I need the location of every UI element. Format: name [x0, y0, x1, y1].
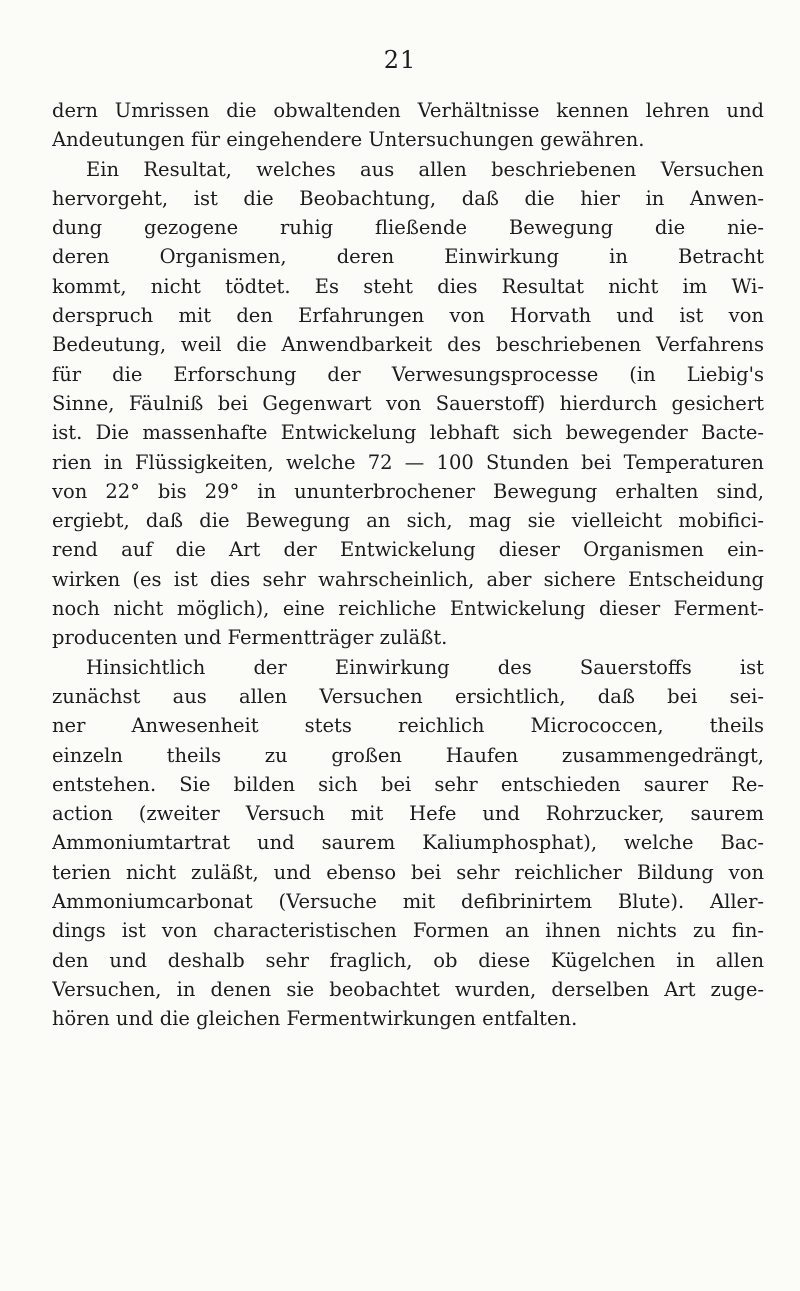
text-line: kommt, nicht tödtet. Es steht dies Resultat nicht im Wi- — [52, 274, 764, 298]
text-line: Ein Resultat, welches aus allen beschriebenen Versuchen — [86, 157, 764, 181]
text-line: ist. Die massenhafte Entwickelung lebhaft sich bewegender Bacte- — [52, 421, 764, 445]
text-line: producenten und Fermentträger zuläßt. — [52, 626, 448, 650]
text-line: ner Anwesenheit stets reichlich Micrococcen, theils — [52, 714, 764, 738]
text-line: dung gezogene ruhig fließende Bewegung die nie- — [52, 216, 764, 240]
text-line: wirken (es ist dies sehr wahrscheinlich, aber sichere Entscheidung — [52, 567, 764, 591]
text-line: action (zweiter Versuch mit Hefe und Rohrzucker, saurem — [52, 802, 764, 826]
text-line: rien in Flüssigkeiten, welche 72 — 100 Stunden bei Temperaturen — [52, 450, 764, 474]
text-line: Ammoniumtartrat und saurem Kaliumphosphat), welche Bac- — [52, 831, 764, 855]
text-line: Bedeutung, weil die Anwendbarkeit des beschriebenen Verfahrens — [52, 333, 764, 357]
text-line: dern Umrissen die obwaltenden Verhältnisse kennen lehren und — [52, 99, 764, 122]
text-line: terien nicht zuläßt, und ebenso bei sehr reichlicher Bildung von — [52, 860, 764, 884]
text-line: einzeln theils zu großen Haufen zusammengedrängt, — [52, 743, 764, 767]
text-line: Ammoniumcarbonat (Versuche mit defibrinirtem Blute). Aller- — [52, 890, 764, 914]
text-line: dings ist von characteristischen Formen an ihnen nichts zu fin- — [52, 919, 764, 943]
text-line: hervorgeht, ist die Beobachtung, daß die hier in Anwen- — [52, 186, 764, 210]
text-line: derspruch mit den Erfahrungen von Horvath und ist von — [52, 304, 764, 328]
text-line: Andeutungen für eingehendere Untersuchungen gewähren. — [52, 128, 645, 152]
text-line: den und deshalb sehr fraglich, ob diese Kügelchen in allen — [52, 948, 764, 972]
text-line: Sinne, Fäulniß bei Gegenwart von Sauerstoff) hierdurch gesichert — [52, 391, 764, 415]
page-number: 21 — [383, 46, 417, 74]
text-line: hören und die gleichen Fermentwirkungen entfalten. — [52, 1007, 578, 1031]
text-line: deren Organismen, deren Einwirkung in Betracht — [52, 245, 764, 269]
text-line: ergiebt, daß die Bewegung an sich, mag sie vielleicht mobifici- — [52, 509, 764, 533]
text-line: von 22° bis 29° in ununterbrochener Bewegung erhalten sind, — [52, 479, 764, 503]
text-line: entstehen. Sie bilden sich bei sehr entschieden saurer Re- — [52, 772, 764, 796]
body-text — [52, 96, 764, 1034]
text-line: Versuchen, in denen sie beobachtet wurden, derselben Art zuge- — [52, 977, 764, 1001]
text-line: für die Erforschung der Verwesungsprocesse (in Liebig's — [52, 362, 764, 386]
text-line: rend auf die Art der Entwickelung dieser Organismen ein- — [52, 538, 764, 562]
text-line: zunächst aus allen Versuchen ersichtlich, daß bei sei- — [52, 684, 764, 708]
text-line: Hinsichtlich der Einwirkung des Sauerstoffs ist — [86, 655, 764, 679]
text-line: noch nicht möglich), eine reichliche Entwickelung dieser Ferment- — [52, 597, 764, 621]
